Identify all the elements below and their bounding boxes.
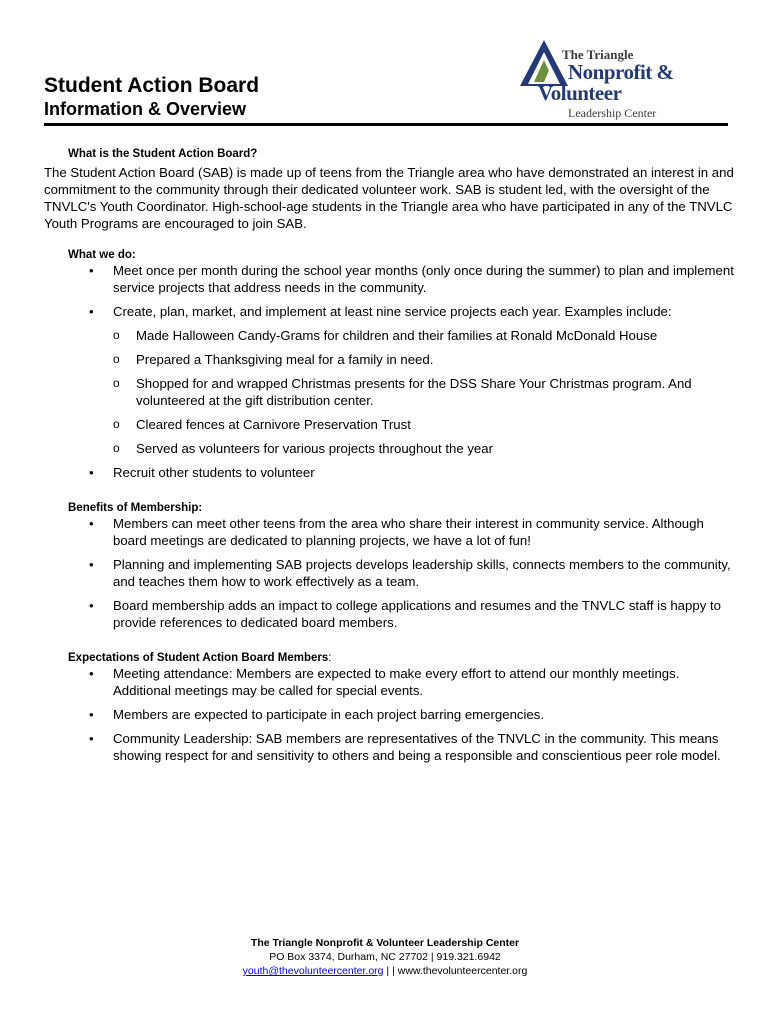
- list-item-text: Cleared fences at Carnivore Preservation Trust: [136, 417, 411, 432]
- footer-email-link[interactable]: youth@thevolunteercenter.org: [242, 965, 384, 977]
- organization-logo: [516, 36, 736, 120]
- bullet-icon: •: [89, 516, 94, 531]
- circle-bullet-icon: o: [113, 417, 120, 431]
- circle-bullet-icon: o: [113, 376, 120, 390]
- list-item: [44, 556, 734, 590]
- list-item: [44, 515, 734, 549]
- list-item: [44, 416, 734, 433]
- bullet-icon: •: [89, 731, 94, 746]
- footer-contact: [0, 964, 770, 978]
- list-item: [44, 665, 734, 699]
- intro-paragraph: The Student Action Board (SAB) is made up of teens from the Triangle area who have demonstrated an interest in and commitment to the community through their dedicated volunteer work. SAB is student led, with the oversight of the TNVLC's Youth Coordinator. High-school-age students in the Triangle area who have participated in any of the TNVLC Youth Programs are encouraged to join SAB.: [44, 165, 734, 231]
- list-item-text: Served as volunteers for various projects throughout the year: [136, 441, 493, 456]
- bullet-icon: •: [89, 598, 94, 613]
- footer-address: PO Box 3374, Durham, NC 27702 | 919.321.6942: [269, 951, 501, 963]
- list-item: [44, 597, 734, 631]
- header-rule: [44, 123, 728, 126]
- list-item-text: Prepared a Thanksgiving meal for a family in need.: [136, 352, 434, 367]
- list-item: [44, 706, 734, 723]
- what-we-do-heading: What we do:: [68, 249, 136, 261]
- intro-heading: What is the Student Action Board?: [68, 148, 258, 160]
- logo-line-3: Volunteer: [538, 81, 622, 105]
- bullet-icon: •: [89, 557, 94, 572]
- bullet-icon: •: [89, 465, 94, 480]
- expectations-heading-text: Expectations of Student Action Board Members: [68, 652, 329, 664]
- list-item-text: Members are expected to participate in each project barring emergencies.: [113, 707, 545, 722]
- footer-separator: | |: [383, 965, 398, 977]
- document-body: [44, 146, 734, 764]
- list-item: [44, 464, 734, 481]
- list-item-text: Board membership adds an impact to college applications and resumes and the TNVLC staff is happy to provide references to dedicated board members.: [113, 598, 721, 630]
- expectations-heading: [68, 651, 734, 665]
- list-item: [44, 440, 734, 457]
- expectations-list: [44, 665, 734, 764]
- list-item: [44, 303, 734, 320]
- footer-org-name: The Triangle Nonprofit & Volunteer Leadership Center: [250, 937, 520, 949]
- circle-bullet-icon: o: [113, 441, 120, 455]
- logo-line-2: Nonprofit &: [568, 60, 674, 84]
- list-item-text: Community Leadership: SAB members are representatives of the TNVLC in the community. This means showing respect for and sensitivity to others and being a responsible and conscientious peer role model.: [113, 731, 721, 763]
- list-item-text: Planning and implementing SAB projects develops leadership skills, connects members to the community, and teaches them how to work effectively as a team.: [113, 557, 731, 589]
- list-item: [44, 351, 734, 368]
- document-subtitle: Information & Overview: [44, 99, 247, 119]
- list-item: [44, 730, 734, 764]
- list-item-text: Shopped for and wrapped Christmas presents for the DSS Share Your Christmas program. And volunteered at the gift distribution center.: [136, 376, 692, 408]
- expectations-heading-suffix: :: [328, 652, 332, 664]
- circle-bullet-icon: o: [113, 328, 120, 342]
- what-we-do-list: [44, 262, 734, 320]
- bullet-icon: •: [89, 666, 94, 681]
- list-item-text: Members can meet other teens from the area who share their interest in community service. Although board meetings are dedicated to planning projects, we have a lot of fun!: [113, 516, 704, 548]
- list-item-text: Meeting attendance: Members are expected to make every effort to attend our monthly meetings. Additional meetings may be called for special events.: [113, 666, 680, 698]
- bullet-icon: •: [89, 263, 94, 278]
- list-item-text: Recruit other students to volunteer: [113, 465, 315, 480]
- bullet-icon: •: [89, 707, 94, 722]
- document-title: Student Action Board: [44, 74, 260, 97]
- examples-list: [44, 327, 734, 457]
- benefits-heading: Benefits of Membership:: [68, 502, 203, 514]
- list-item-text: Meet once per month during the school year months (only once during the summer) to plan and implement service projects that address needs in the community.: [113, 263, 734, 295]
- document-footer: [0, 936, 770, 978]
- list-item-text: Create, plan, market, and implement at least nine service projects each year. Examples include:: [113, 304, 672, 319]
- list-item: [44, 327, 734, 344]
- logo-line-1: The Triangle: [562, 47, 634, 62]
- what-we-do-list-continued: [44, 464, 734, 481]
- benefits-list: [44, 515, 734, 631]
- bullet-icon: •: [89, 304, 94, 319]
- document-header: [44, 30, 734, 126]
- footer-website[interactable]: www.thevolunteercenter.org: [397, 965, 528, 977]
- list-item: [44, 375, 734, 409]
- circle-bullet-icon: o: [113, 352, 120, 366]
- logo-line-4: Leadership Center: [568, 106, 657, 120]
- list-item: [44, 262, 734, 296]
- list-item-text: Made Halloween Candy-Grams for children and their families at Ronald McDonald House: [136, 328, 658, 343]
